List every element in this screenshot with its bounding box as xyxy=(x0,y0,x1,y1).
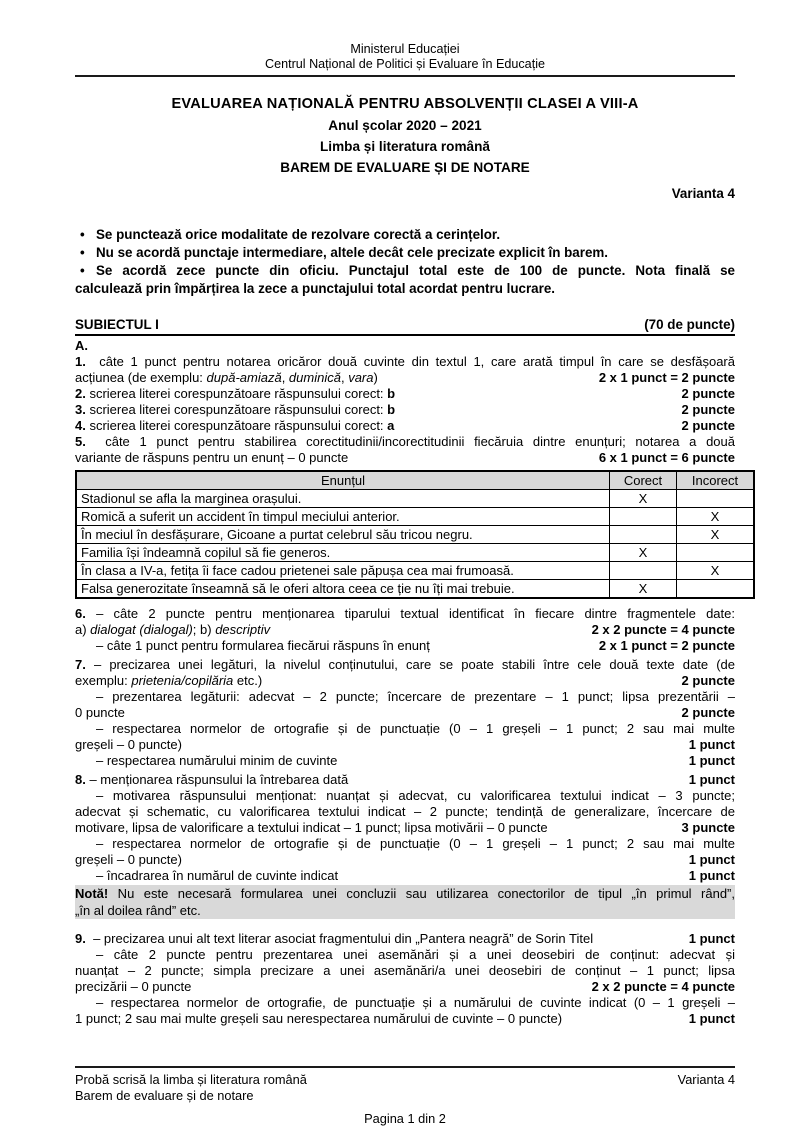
line-text xyxy=(75,606,735,622)
text-segment: – încadrarea în numărul de cuvinte indicat xyxy=(96,868,339,883)
table-row xyxy=(76,490,754,508)
table-header-row xyxy=(76,471,754,490)
text-line xyxy=(75,450,735,466)
ministry-line-1: Ministerul Educației xyxy=(350,42,460,56)
text-line xyxy=(75,689,735,705)
text-line xyxy=(75,622,735,638)
line-text xyxy=(75,402,672,418)
line-text xyxy=(75,1011,679,1027)
statement-cell: Falsa generozitate înseamnă să le oferi altora ceea ce ție nu îți mai trebuie. xyxy=(76,580,610,599)
text-segment: 7. xyxy=(75,657,86,672)
points-value: 2 puncte xyxy=(681,673,735,688)
text-segment: etc.) xyxy=(233,673,263,688)
bullet-icon: • xyxy=(80,245,85,260)
text-segment: exemplu: xyxy=(75,673,132,688)
line-text xyxy=(75,772,679,788)
text-segment: – menționarea răspunsului la întrebarea dată xyxy=(85,772,349,787)
line-text xyxy=(75,902,735,919)
text-segment: – motivarea răspunsului menționat: nuanțat și adecvat, cu valorificarea textului indicat – 3 puncte; xyxy=(96,788,735,803)
text-line xyxy=(75,852,735,868)
points-value: 1 punct xyxy=(688,1011,735,1026)
footer-divider xyxy=(75,1066,735,1068)
line-text xyxy=(75,434,735,450)
text-segment: 0 puncte xyxy=(75,705,125,720)
statement-cell: Romică a suferit un accident în timpul meciului anterior. xyxy=(76,508,610,526)
text-segment: acțiunea (de exemplu: xyxy=(75,370,207,385)
text-line xyxy=(75,226,735,244)
text-segment: , xyxy=(281,370,289,385)
text-segment: – precizarea unei legături, la nivelul conținutului, care se poate stabili între cele două texte date (de xyxy=(85,657,735,672)
points-value: 2 x 2 puncte = 4 puncte xyxy=(591,622,735,637)
page-footer xyxy=(75,1066,735,1126)
text-line xyxy=(75,788,735,804)
text-line xyxy=(75,638,735,654)
header-divider xyxy=(75,75,735,77)
text-segment: 8. xyxy=(75,772,86,787)
statement-cell: În clasa a IV-a, fetița îi face cadou prietenei sale păpușa cea mai frumoasă. xyxy=(76,562,610,580)
text-segment: descriptiv xyxy=(215,622,271,637)
table-header-cell: Enunțul xyxy=(76,471,610,490)
ministry-header xyxy=(75,42,735,72)
points-value: 1 punct xyxy=(688,737,735,752)
line-text xyxy=(75,370,589,386)
text-segment: – câte 2 puncte pentru prezentarea unei asemănări și a unei deosebiri de conținut: adecvat și xyxy=(96,947,735,962)
text-segment: – prezentarea legăturii: adecvat – 2 puncte; încercare de prezentare – 1 punct; lipsa prezentării – xyxy=(96,689,735,704)
text-line xyxy=(75,280,735,298)
line-text xyxy=(96,753,679,769)
correct-mark-cell xyxy=(610,508,677,526)
text-segment: precizării – 0 puncte xyxy=(75,979,192,994)
line-text xyxy=(96,947,735,963)
footer-variant: Varianta 4 xyxy=(677,1072,735,1087)
subject1-points: (70 de puncte) xyxy=(644,317,735,332)
text-line xyxy=(75,705,735,721)
text-segment: câte 1 punct pentru stabilirea corectitudinii/incorectitudinii fiecăruia dintre enunțuri; notarea a două xyxy=(85,434,735,449)
text-line xyxy=(75,370,735,386)
incorrect-mark-cell: X xyxy=(677,562,755,580)
text-segment: scrierea literei corespunzătoare răspunsului corect: xyxy=(85,386,388,401)
points-value: 3 puncte xyxy=(681,820,735,835)
text-segment: Se punctează orice modalitate de rezolvare corectă a cerințelor. xyxy=(96,227,501,242)
points-value: 2 x 1 punct = 2 puncte xyxy=(598,638,735,653)
correct-mark-cell: X xyxy=(610,580,677,599)
statement-cell: În meciul în desfășurare, Gicoane a purtat celebrul său tricou negru. xyxy=(76,526,610,544)
text-segment: duminică xyxy=(288,370,341,385)
text-segment: dialogat (dialogal) xyxy=(90,622,193,637)
text-line xyxy=(75,418,735,434)
text-segment: – câte 1 punct pentru formularea fiecărui răspuns în enunț xyxy=(96,638,430,653)
text-line xyxy=(75,753,735,769)
text-line xyxy=(75,606,735,622)
line-text xyxy=(75,386,672,402)
text-line xyxy=(75,262,735,280)
statement-cell: Familia își îndeamnă copilul să fie generos. xyxy=(76,544,610,562)
points-value: 2 x 1 punct = 2 puncte xyxy=(598,370,735,385)
text-segment: – precizarea unui alt text literar asociat fragmentului din „Pantera neagră” de Sorin Titel xyxy=(85,931,594,946)
line-text xyxy=(75,657,735,673)
page-number: Pagina 1 din 2 xyxy=(364,1111,446,1126)
correct-mark-cell xyxy=(610,526,677,544)
line-text xyxy=(75,979,582,995)
text-segment: scrierea literei corespunzătoare răspunsului corect: xyxy=(85,402,388,417)
text-segment: – respectarea normelor de ortografie și de punctuație (0 – 1 greșeli – 1 punct; 2 sau mai multe xyxy=(96,721,735,736)
text-segment: variante de răspuns pentru un enunț – 0 puncte xyxy=(75,450,349,465)
footer-exam-type: Probă scrisă la limba și literatura română xyxy=(75,1072,307,1087)
line-text xyxy=(75,804,735,820)
text-line xyxy=(75,804,735,820)
incorrect-mark-cell xyxy=(677,580,755,599)
text-segment: ; b) xyxy=(192,622,216,637)
text-segment: – câte 2 puncte pentru menționarea tiparului textual identificat în fiecare dintre fragmentele date: xyxy=(85,606,735,621)
items-6-8 xyxy=(75,606,735,884)
text-segment: 1 punct; 2 sau mai multe greșeli sau nerespectarea numărului de cuvinte – 0 puncte) xyxy=(75,1011,563,1026)
text-segment: adecvat și schematic, cu valorificarea textului indicat – 2 puncte; tendință de generalizare, încercare de xyxy=(75,804,735,819)
variant-label: Varianta 4 xyxy=(671,186,735,201)
text-segment: – respectarea normelor de ortografie și de punctuație (0 – 1 greșeli – 1 punct; 2 sau mai multe xyxy=(96,836,735,851)
nota-highlight-block xyxy=(75,885,735,919)
line-text xyxy=(75,262,735,280)
table-row xyxy=(76,562,754,580)
text-segment: 1. xyxy=(75,354,86,369)
text-segment: 4. xyxy=(75,418,86,433)
text-line xyxy=(75,963,735,979)
points-value: 1 punct xyxy=(688,868,735,883)
item-9 xyxy=(75,931,735,1027)
line-text xyxy=(75,963,735,979)
points-value: 6 x 1 punct = 6 puncte xyxy=(598,450,735,465)
correct-mark-cell xyxy=(610,562,677,580)
statement-cell: Stadionul se afla la marginea orașului. xyxy=(76,490,610,508)
points-value: 1 punct xyxy=(688,852,735,867)
text-segment: prietenia/copilăria xyxy=(131,673,234,688)
incorrect-mark-cell: X xyxy=(677,526,755,544)
line-text xyxy=(96,638,589,654)
text-segment: ) xyxy=(373,370,378,385)
line-text xyxy=(96,868,679,884)
text-segment: b xyxy=(387,402,396,417)
incorrect-mark-cell xyxy=(677,544,755,562)
points-value: 1 punct xyxy=(688,753,735,768)
text-line xyxy=(75,868,735,884)
text-line xyxy=(75,721,735,737)
table-header-cell: Corect xyxy=(610,471,677,490)
points-value: 1 punct xyxy=(688,931,735,946)
text-line xyxy=(75,772,735,788)
text-segment: după-amiază xyxy=(206,370,282,385)
line-text xyxy=(75,673,672,689)
text-segment: vara xyxy=(348,370,374,385)
line-text xyxy=(96,836,735,852)
points-value: 1 punct xyxy=(688,772,735,787)
points-value: 2 puncte xyxy=(681,386,735,401)
table-row xyxy=(76,508,754,526)
line-text xyxy=(96,788,735,804)
text-segment: b xyxy=(387,386,396,401)
line-text xyxy=(75,852,679,868)
text-segment: Nu este necesară formularea unei concluzii sau utilizarea conectorilor de tipul „în primul rând”, xyxy=(108,886,735,901)
text-segment: a xyxy=(387,418,395,433)
text-line xyxy=(75,820,735,836)
points-value: 2 puncte xyxy=(681,402,735,417)
line-text xyxy=(75,280,735,298)
text-segment: 5. xyxy=(75,434,86,449)
line-text xyxy=(75,354,735,370)
footer-left xyxy=(75,1072,307,1104)
incorrect-mark-cell xyxy=(677,490,755,508)
text-segment: – respectarea normelor de ortografie, de punctuație și a numărului de cuvinte indicat (0 – 1 greșeli – xyxy=(96,995,735,1010)
text-line xyxy=(75,402,735,418)
items-1-5 xyxy=(75,354,735,466)
text-line xyxy=(75,947,735,963)
text-segment: 2. xyxy=(75,386,86,401)
text-line xyxy=(75,657,735,673)
table-header-cell: Incorect xyxy=(677,471,755,490)
text-segment: câte 1 punct pentru notarea oricăror două cuvinte din textul 1, care arată timpul în care se desfășoară xyxy=(85,354,735,369)
text-line xyxy=(75,737,735,753)
text-segment: a) xyxy=(75,622,91,637)
text-line xyxy=(75,902,735,919)
line-text xyxy=(75,737,679,753)
line-text xyxy=(75,244,735,262)
line-text xyxy=(75,226,735,244)
text-line xyxy=(75,979,735,995)
points-value: 2 puncte xyxy=(681,418,735,433)
text-segment: „în al doilea rând” etc. xyxy=(75,903,201,918)
text-segment: – respectarea numărului minim de cuvinte xyxy=(96,753,338,768)
text-line xyxy=(75,386,735,402)
general-rules-list xyxy=(75,226,735,298)
title-subject-name: Limba și literatura română xyxy=(320,139,490,154)
line-text xyxy=(96,721,735,737)
line-text xyxy=(75,705,672,721)
statements-table xyxy=(75,470,755,599)
text-segment: , xyxy=(340,370,349,385)
correct-mark-cell: X xyxy=(610,544,677,562)
text-line xyxy=(75,995,735,1011)
ministry-line-2: Centrul Național de Politici și Evaluare în Educație xyxy=(264,57,545,71)
text-segment: greșeli – 0 puncte) xyxy=(75,737,182,752)
text-segment: greșeli – 0 puncte) xyxy=(75,852,182,867)
table-row xyxy=(76,580,754,599)
line-text xyxy=(75,931,679,947)
title-exam-name: EVALUAREA NAȚIONALĂ PENTRU ABSOLVENȚII CLASEI A VIII-A xyxy=(171,96,639,112)
footer-barem: Barem de evaluare și de notare xyxy=(75,1088,254,1103)
text-segment: calculează prin împărțirea la zece a punctajului total acordat pentru lucrare. xyxy=(75,281,555,296)
line-text xyxy=(96,689,735,705)
text-segment: Nu se acordă punctaje intermediare, altele decât cele precizate explicit în barem. xyxy=(96,245,609,260)
footer-row xyxy=(75,1072,735,1104)
text-line xyxy=(75,836,735,852)
text-line xyxy=(75,931,735,947)
title-school-year: Anul școlar 2020 – 2021 xyxy=(328,118,482,133)
part-a-label: A. xyxy=(75,338,88,353)
line-text xyxy=(96,995,735,1011)
text-segment: motivare, lipsa de valorificare a textului indicat – 1 punct; lipsa motivării – 0 puncte xyxy=(75,820,548,835)
bullet-icon: • xyxy=(80,263,85,278)
text-line xyxy=(75,673,735,689)
document-title-block xyxy=(75,93,735,178)
text-segment: scrierea literei corespunzătoare răspunsului corect: xyxy=(85,418,388,433)
points-value: 2 puncte xyxy=(681,705,735,720)
text-line xyxy=(75,354,735,370)
line-text xyxy=(75,450,589,466)
subject1-heading xyxy=(75,316,735,336)
line-text xyxy=(75,820,672,836)
text-segment: 9. xyxy=(75,931,86,946)
line-text xyxy=(75,418,672,434)
text-segment: nuanțat – 2 puncte; simpla precizare a unei asemănări/a unei deosebiri de conținut – 1 punct; lipsa xyxy=(75,963,735,978)
text-line xyxy=(75,434,735,450)
statements-table-head xyxy=(76,471,754,490)
line-text xyxy=(75,885,735,902)
incorrect-mark-cell: X xyxy=(677,508,755,526)
correct-mark-cell: X xyxy=(610,490,677,508)
line-text xyxy=(75,622,582,638)
text-line xyxy=(75,885,735,902)
text-segment: 6. xyxy=(75,606,86,621)
subject1-label: SUBIECTUL I xyxy=(75,317,159,332)
statements-table-body xyxy=(76,490,754,599)
table-row xyxy=(76,544,754,562)
text-segment: Notă! xyxy=(75,886,109,901)
text-line xyxy=(75,1011,735,1027)
bullet-icon: • xyxy=(80,227,85,242)
title-barem: BAREM DE EVALUARE ȘI DE NOTARE xyxy=(280,160,530,175)
table-row xyxy=(76,526,754,544)
points-value: 2 x 2 puncte = 4 puncte xyxy=(591,979,735,994)
text-line xyxy=(75,244,735,262)
text-segment: 3. xyxy=(75,402,86,417)
text-segment: Se acordă zece puncte din oficiu. Punctajul total este de 100 de puncte. Nota finală se xyxy=(96,263,735,278)
